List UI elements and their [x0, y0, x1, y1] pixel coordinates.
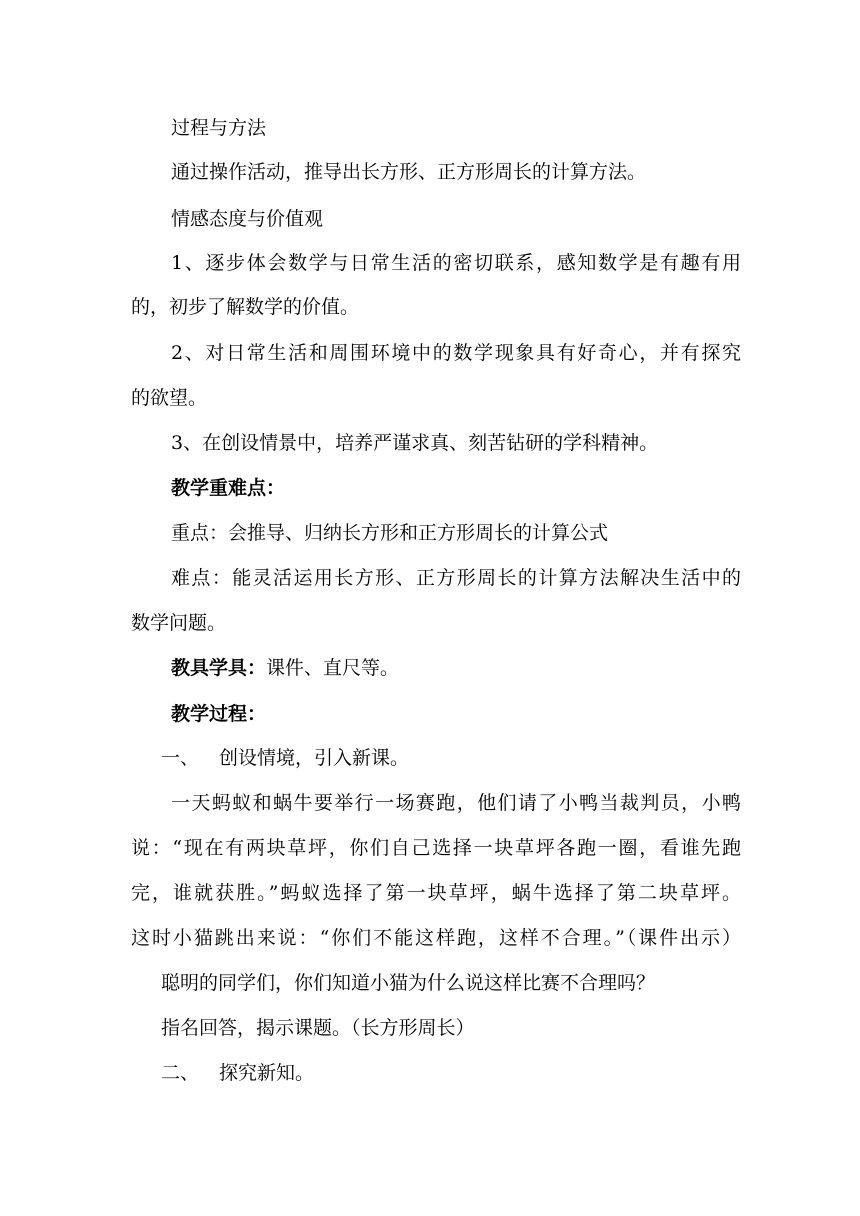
paragraph-line: 1、逐步体会数学与日常生活的密切联系，感知数学是有趣有用 — [171, 252, 741, 274]
teaching-aids-value: 课件、直尺等。 — [266, 657, 400, 679]
paragraph-line: 2、对日常生活和周围环境中的数学现象具有好奇心，并有探究 — [171, 342, 741, 364]
paragraph: 指名回答，揭示课题。（长方形周长） — [161, 1017, 475, 1039]
paragraph-line: 难点：能灵活运用长方形、正方形周长的计算方法解决生活中的 — [171, 567, 741, 589]
paragraph: 重点：会推导、归纳长方形和正方形周长的计算公式 — [171, 522, 609, 544]
paragraph: 聪明的同学们，你们知道小猫为什么说这样比赛不合理吗？ — [161, 972, 656, 994]
paragraph: 3、在创设情景中，培养严谨求真、刻苦钻研的学科精神。 — [171, 432, 659, 454]
paragraph-line: 的，初步了解数学的价值。 — [131, 296, 360, 318]
numbered-heading — [161, 1061, 314, 1085]
numbered-heading — [161, 746, 409, 770]
subheading-emotion-values: 情感态度与价值观 — [171, 208, 324, 230]
teaching-aids-line — [171, 656, 399, 680]
paragraph: 通过操作活动，推导出长方形、正方形周长的计算方法。 — [171, 161, 647, 183]
subheading-process-method: 过程与方法 — [171, 117, 267, 139]
heading-text: 探究新知。 — [219, 1062, 315, 1084]
paragraph-line: 的欲望。 — [131, 387, 208, 409]
paragraph-line: 说：“现在有两块草坪，你们自己选择一块草坪各跑一圈，看谁先跑 — [131, 837, 741, 859]
paragraph-line: 一天蚂蚁和蜗牛要举行一场赛跑，他们请了小鸭当裁判员，小鸭 — [171, 792, 741, 814]
heading-number: 二、 — [161, 1062, 200, 1084]
section-heading-teaching-process: 教学过程： — [171, 703, 267, 725]
teaching-aids-label: 教具学具： — [171, 657, 267, 679]
paragraph-line: 数学问题。 — [131, 612, 227, 634]
paragraph-line: 这时小猫跳出来说：“你们不能这样跑，这样不合理。”（课件出示） — [131, 927, 741, 949]
paragraph-line: 完，谁就获胜。”蚂蚁选择了第一块草坪，蜗牛选择了第二块草坪。 — [131, 882, 741, 904]
heading-number: 一、 — [161, 747, 200, 769]
heading-text: 创设情境，引入新课。 — [219, 747, 410, 769]
section-heading-key-points: 教学重难点： — [171, 477, 286, 499]
